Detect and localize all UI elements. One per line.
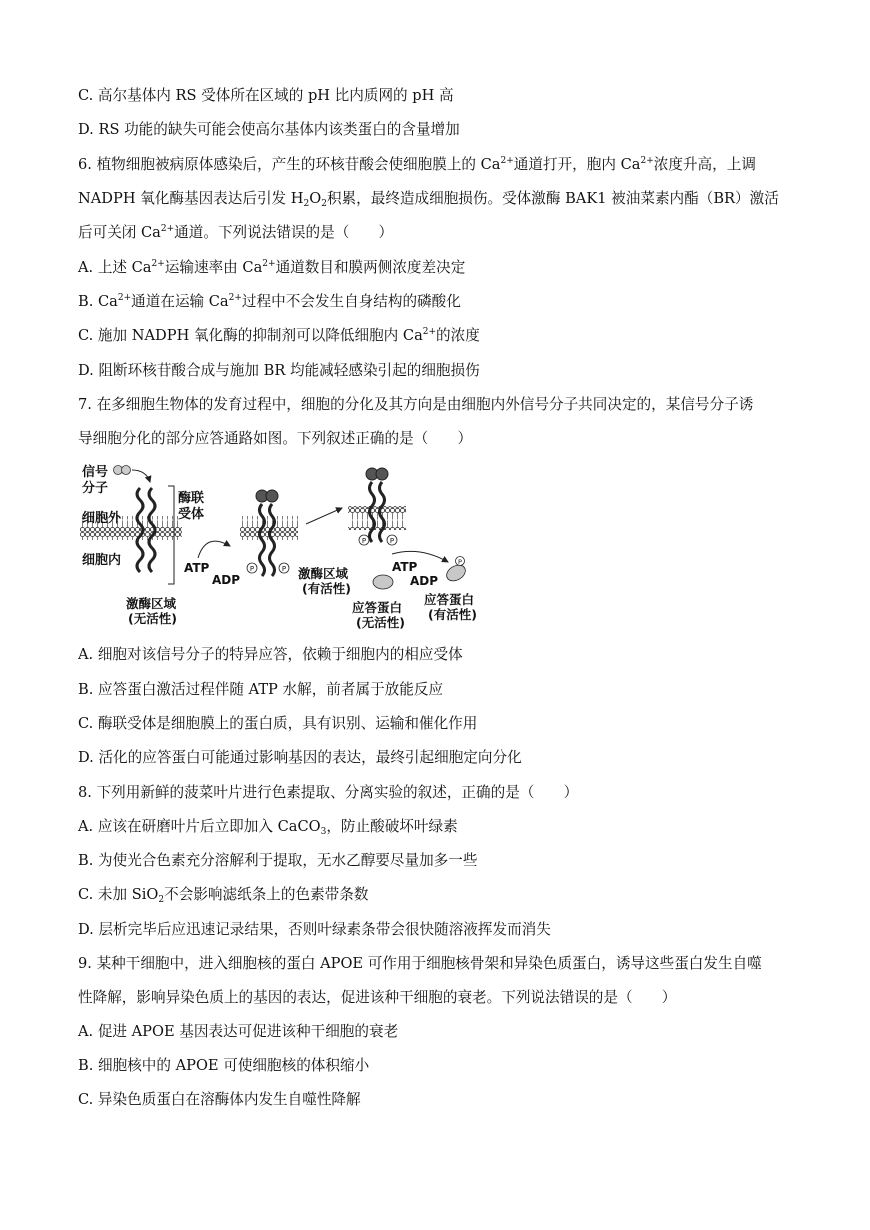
svg-text:P: P [361, 537, 367, 545]
q9-stem-line2: 性降解，影响异染色质上的基因的表达，促进该种干细胞的衰老。下列说法错误的是（ ） [78, 989, 677, 1006]
svg-text:P: P [249, 565, 255, 573]
q7-stem-line2: 导细胞分化的部分应答通路如图。下列叙述正确的是（ ） [78, 430, 473, 447]
q8-option-b: B. 为使光合色素充分溶解利于提取，无水乙醇要尽量加多一些 [78, 852, 478, 869]
membrane-segment-3 [348, 506, 406, 530]
q5-option-c: C. 高尔基体内 RS 受体所在区域的 pH 比内质网的 pH 高 [78, 87, 454, 104]
label-receptor-1: 酶联 [178, 491, 205, 506]
q7-stem-line1: 7. 在多细胞生物体的发育过程中，细胞的分化及其方向是由细胞内外信号分子共同决定的，某信号分子诱 [78, 396, 754, 413]
label-kinase-inactive-2: (无活性) [128, 611, 177, 626]
q7-option-a: A. 细胞对该信号分子的特异应答，依赖于细胞内的相应受体 [78, 646, 463, 663]
q6-option-a: A. 上述 $Ca^{2+}$运输速率由 $Ca^{2+}$通道数目和膜两侧浓度差决定 [78, 259, 466, 276]
response-protein-inactive [373, 575, 393, 589]
response-protein-active [444, 562, 468, 584]
q8-option-a: A. 应该在研磨叶片后立即加入 CaCO$_3$，防止酸破坏叶绿素 [78, 818, 458, 837]
q6-stem-line1: 6. 植物细胞被病原体感染后，产生的环核苷酸会使细胞膜上的 $Ca^{2+}$通道打开，胞内 $Ca^{2+}$浓度升高，上调 [78, 156, 756, 173]
q8-option-d: D. 层析完毕后应迅速记录结果，否则叶绿素条带会很快随溶液挥发而消失 [78, 921, 551, 938]
q7-option-b: B. 应答蛋白激活过程伴随 ATP 水解，前者属于放能反应 [78, 681, 444, 698]
q7-option-d: D. 活化的应答蛋白可能通过影响基因的表达，最终引起细胞定向分化 [78, 749, 522, 766]
label-receptor-2: 受体 [178, 507, 205, 522]
q9-option-c: C. 异染色质蛋白在溶酶体内发生自噬性降解 [78, 1091, 361, 1108]
label-kinase-inactive-1: 激酶区域 [126, 596, 177, 611]
svg-text:P: P [458, 558, 462, 566]
label-adp-1: ADP [212, 573, 241, 587]
q6-option-c: C. 施加 NADPH 氧化酶的抑制剂可以降低细胞内 $Ca^{2+}$的浓度 [78, 327, 480, 344]
q8-option-c: C. 未加 SiO$_2$不会影响滤纸条上的色素带条数 [78, 886, 369, 905]
label-signal-1: 信号 [82, 465, 109, 480]
svg-text:P: P [389, 537, 395, 545]
label-inside: 细胞内 [82, 553, 122, 568]
label-resp-inactive-2: (无活性) [356, 615, 405, 630]
label-atp-1: ATP [184, 561, 210, 575]
label-resp-active-1: 应答蛋白 [424, 592, 475, 607]
q9-option-b: B. 细胞核中的 APOE 可使细胞核的体积缩小 [78, 1057, 370, 1074]
label-kinase-active-1: 激酶区域 [298, 566, 349, 581]
signaling-pathway-diagram [80, 460, 480, 632]
label-outside: 细胞外 [82, 511, 122, 526]
q7-option-c: C. 酶联受体是细胞膜上的蛋白质，具有识别、运输和催化作用 [78, 715, 478, 732]
q6-stem-line2: NADPH 氧化酶基因表达后引发 $H_2O_2$积累，最终造成细胞损伤。受体激酶 BAK1 被油菜素内酯（BR）激活 [78, 190, 779, 209]
arrow-activation-2 [306, 508, 342, 524]
arrow-activation-1 [198, 541, 230, 558]
q6-option-d: D. 阻断环核苷酸合成与施加 BR 均能减轻感染引起的细胞损伤 [78, 362, 480, 379]
q8-stem: 8. 下列用新鲜的菠菜叶片进行色素提取、分离实验的叙述，正确的是（ ） [78, 784, 579, 801]
label-atp-2: ATP [392, 560, 418, 574]
label-resp-inactive-1: 应答蛋白 [352, 600, 403, 615]
label-resp-active-2: (有活性) [428, 607, 477, 622]
q5-option-d: D. RS 功能的缺失可能会使高尔基体内该类蛋白的含量增加 [78, 121, 460, 138]
q9-option-a: A. 促进 APOE 基因表达可促进该种干细胞的衰老 [78, 1023, 399, 1040]
label-signal-2: 分子 [82, 481, 109, 496]
label-adp-2: ADP [410, 574, 439, 588]
label-kinase-active-2: (有活性) [302, 581, 351, 596]
q6-option-b: B. $Ca^{2+}$通道在运输 $Ca^{2+}$过程中不会发生自身结构的磷酸化 [78, 293, 461, 310]
signal-molecule-icon [114, 466, 131, 475]
q6-stem-line3: 后可关闭 $Ca^{2+}$通道。下列说法错误的是（ ） [78, 224, 394, 241]
svg-text:P: P [281, 565, 287, 573]
q9-stem-line1: 9. 某种干细胞中，进入细胞核的蛋白 APOE 可作用于细胞核骨架和异染色质蛋白，诱导这些蛋白发生自噬 [78, 955, 762, 972]
